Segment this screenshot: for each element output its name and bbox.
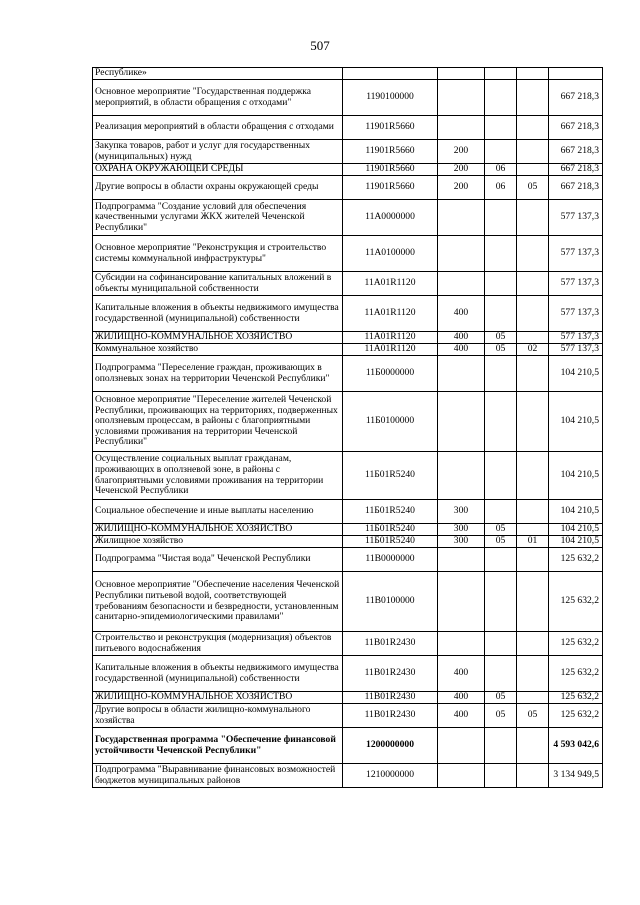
row-code-cell: 11901R5660 [343,140,438,164]
row-vr-cell: 400 [438,656,485,692]
row-name-cell: ЖИЛИЩНО-КОММУНАЛЬНОЕ ХОЗЯЙСТВО [93,692,343,704]
row-rz-cell [485,296,517,332]
row-vr-cell: 200 [438,164,485,176]
row-sum-cell: 3 134 949,5 [549,764,603,788]
row-sum-cell: 125 632,2 [549,656,603,692]
row-sum-cell: 577 137,3 [549,272,603,296]
row-rz-cell: 06 [485,164,517,176]
row-code-cell: 11Б01R5240 [343,452,438,500]
row-vr-cell [438,392,485,452]
row-code-cell: 1190100000 [343,80,438,116]
row-code-cell: 11901R5660 [343,164,438,176]
row-rz-cell [485,116,517,140]
row-code-cell: 11В0000000 [343,548,438,572]
row-name-cell: Основное мероприятие "Обеспечение населения Чеченской Республики питьевой водой, соответствующей требованиям безопасности и безвредности, установленным санитарно-эпидемиологическими правилами" [93,572,343,632]
row-sum-cell: 667 218,3 [549,176,603,200]
row-name-cell: Коммунальное хозяйство [93,344,343,356]
row-pr-cell [517,272,549,296]
row-rz-cell [485,452,517,500]
row-vr-cell [438,356,485,392]
table-row [93,572,603,632]
row-code-cell: 11В01R2430 [343,656,438,692]
row-vr-cell [438,632,485,656]
row-vr-cell [438,68,485,80]
row-sum-cell: 577 137,3 [549,332,603,344]
row-code-cell: 1200000000 [343,728,438,764]
table-row [93,272,603,296]
row-name-cell: Основное мероприятие "Реконструкция и строительство системы коммунальной инфраструктуры" [93,236,343,272]
row-name-cell: Республике» [93,68,343,80]
row-name-cell: Реализация мероприятий в области обращения с отходами [93,116,343,140]
row-vr-cell [438,452,485,500]
table-row [93,356,603,392]
row-code-cell: 11Б01R5240 [343,500,438,524]
row-pr-cell: 01 [517,536,549,548]
row-sum-cell: 577 137,3 [549,236,603,272]
row-pr-cell [517,524,549,536]
table-row [93,140,603,164]
row-sum-cell: 104 210,5 [549,536,603,548]
row-sum-cell: 104 210,5 [549,356,603,392]
row-rz-cell [485,140,517,164]
row-sum-cell: 667 218,3 [549,164,603,176]
row-vr-cell [438,116,485,140]
row-pr-cell [517,296,549,332]
row-code-cell [343,68,438,80]
row-rz-cell [485,632,517,656]
row-pr-cell [517,728,549,764]
row-vr-cell: 300 [438,500,485,524]
row-vr-cell: 300 [438,524,485,536]
row-vr-cell [438,236,485,272]
table-row [93,80,603,116]
row-vr-cell [438,548,485,572]
row-vr-cell: 300 [438,536,485,548]
row-code-cell: 1210000000 [343,764,438,788]
row-sum-cell: 577 137,3 [549,344,603,356]
row-sum-cell: 104 210,5 [549,500,603,524]
row-code-cell: 11А01R1120 [343,332,438,344]
row-name-cell: Осуществление социальных выплат гражданам, проживающих в оползневой зоне, в районы с благоприятными условиями проживания на территории Чеченской Республики [93,452,343,500]
row-code-cell: 11В01R2430 [343,692,438,704]
table-row [93,332,603,344]
row-vr-cell: 400 [438,332,485,344]
row-pr-cell [517,392,549,452]
row-vr-cell [438,200,485,236]
row-rz-cell [485,236,517,272]
row-pr-cell: 05 [517,704,549,728]
budget-table [92,67,603,788]
table-row [93,392,603,452]
row-pr-cell [517,548,549,572]
row-code-cell: 11Б01R5240 [343,524,438,536]
row-pr-cell [517,572,549,632]
table-row [93,692,603,704]
row-name-cell: Подпрограмма "Переселение граждан, проживающих в оползневых зонах на территории Чеченской Республики" [93,356,343,392]
row-rz-cell: 06 [485,176,517,200]
row-code-cell: 11А01R1120 [343,272,438,296]
row-rz-cell [485,548,517,572]
table-row [93,296,603,332]
table-row [93,164,603,176]
row-name-cell: Капитальные вложения в объекты недвижимого имущества государственной (муниципальной) собственности [93,656,343,692]
row-name-cell: ЖИЛИЩНО-КОММУНАЛЬНОЕ ХОЗЯЙСТВО [93,524,343,536]
row-pr-cell [517,140,549,164]
row-sum-cell: 125 632,2 [549,548,603,572]
table-row [93,764,603,788]
row-sum-cell [549,68,603,80]
row-sum-cell: 577 137,3 [549,296,603,332]
row-pr-cell [517,80,549,116]
row-rz-cell: 05 [485,524,517,536]
row-sum-cell: 125 632,2 [549,632,603,656]
row-code-cell: 11901R5660 [343,176,438,200]
row-name-cell: Социальное обеспечение и иные выплаты населению [93,500,343,524]
row-rz-cell [485,500,517,524]
row-rz-cell [485,272,517,296]
row-rz-cell [485,356,517,392]
row-rz-cell [485,572,517,632]
table-row [93,500,603,524]
row-name-cell: Подпрограмма "Выравнивание финансовых возможностей бюджетов муниципальных районов [93,764,343,788]
row-pr-cell [517,116,549,140]
table-row [93,200,603,236]
row-name-cell: Другие вопросы в области жилищно-коммунального хозяйства [93,704,343,728]
row-sum-cell: 4 593 042,6 [549,728,603,764]
row-vr-cell [438,272,485,296]
row-rz-cell: 05 [485,536,517,548]
row-vr-cell: 200 [438,140,485,164]
page-number: 507 [310,38,330,53]
row-rz-cell: 05 [485,692,517,704]
row-name-cell: ОХРАНА ОКРУЖАЮЩЕЙ СРЕДЫ [93,164,343,176]
table-row [93,176,603,200]
row-pr-cell: 02 [517,344,549,356]
row-code-cell: 11В01R2430 [343,704,438,728]
row-name-cell: Подпрограмма "Создание условий для обеспечения качественными услугами ЖКХ жителей Чеченской Республики" [93,200,343,236]
row-vr-cell: 400 [438,704,485,728]
row-rz-cell [485,656,517,692]
row-pr-cell [517,452,549,500]
row-code-cell: 11В01R2430 [343,632,438,656]
row-rz-cell [485,68,517,80]
table-row [93,548,603,572]
row-name-cell: Основное мероприятие "Переселение жителей Чеченской Республики, проживающих на территориях, подверженных оползневым процессам, в районы с благоприятными условиями проживания на территории Чеченской Республики" [93,392,343,452]
row-pr-cell [517,632,549,656]
row-code-cell: 11А0100000 [343,236,438,272]
row-pr-cell [517,164,549,176]
table-row [93,236,603,272]
row-pr-cell: 05 [517,176,549,200]
row-code-cell: 11Б01R5240 [343,536,438,548]
row-code-cell: 11А0000000 [343,200,438,236]
row-name-cell: Другие вопросы в области охраны окружающей среды [93,176,343,200]
table-row [93,632,603,656]
row-pr-cell [517,500,549,524]
row-sum-cell: 667 218,3 [549,140,603,164]
row-sum-cell: 104 210,5 [549,392,603,452]
row-vr-cell [438,728,485,764]
row-vr-cell: 200 [438,176,485,200]
row-sum-cell: 125 632,2 [549,572,603,632]
row-code-cell: 11Б0000000 [343,356,438,392]
row-pr-cell [517,356,549,392]
table-row [93,116,603,140]
row-pr-cell [517,764,549,788]
row-rz-cell [485,764,517,788]
row-sum-cell: 104 210,5 [549,524,603,536]
row-sum-cell: 125 632,2 [549,692,603,704]
row-vr-cell: 400 [438,344,485,356]
row-code-cell: 11901R5660 [343,116,438,140]
row-pr-cell [517,332,549,344]
row-pr-cell [517,656,549,692]
row-name-cell: Строительство и реконструкция (модернизация) объектов питьевого водоснабжения [93,632,343,656]
table-row [93,452,603,500]
row-name-cell: Капитальные вложения в объекты недвижимого имущества государственной (муниципальной) собственности [93,296,343,332]
row-code-cell: 11Б0100000 [343,392,438,452]
table-row [93,68,603,80]
row-rz-cell [485,200,517,236]
row-code-cell: 11А01R1120 [343,344,438,356]
table-row [93,656,603,692]
table-row [93,524,603,536]
row-pr-cell [517,236,549,272]
row-sum-cell: 125 632,2 [549,704,603,728]
row-name-cell: Основное мероприятие "Государственная поддержка мероприятий, в области обращения с отходами" [93,80,343,116]
row-rz-cell: 05 [485,332,517,344]
row-vr-cell [438,80,485,116]
table-row [93,704,603,728]
row-vr-cell: 400 [438,296,485,332]
row-name-cell: Закупка товаров, работ и услуг для государственных (муниципальных) нужд [93,140,343,164]
row-vr-cell [438,572,485,632]
row-rz-cell: 05 [485,704,517,728]
row-pr-cell [517,200,549,236]
row-sum-cell: 104 210,5 [549,452,603,500]
row-name-cell: Жилищное хозяйство [93,536,343,548]
row-rz-cell [485,392,517,452]
row-pr-cell [517,692,549,704]
row-name-cell: Государственная программа "Обеспечение финансовой устойчивости Чеченской Республики" [93,728,343,764]
row-name-cell: Субсидии на софинансирование капитальных вложений в объекты муниципальной собственности [93,272,343,296]
row-code-cell: 11В0100000 [343,572,438,632]
row-sum-cell: 667 218,3 [549,116,603,140]
table-row [93,728,603,764]
row-vr-cell: 400 [438,692,485,704]
row-sum-cell: 667 218,3 [549,80,603,116]
row-rz-cell [485,80,517,116]
row-name-cell: ЖИЛИЩНО-КОММУНАЛЬНОЕ ХОЗЯЙСТВО [93,332,343,344]
table-row [93,536,603,548]
row-name-cell: Подпрограмма "Чистая вода" Чеченской Республики [93,548,343,572]
row-sum-cell: 577 137,3 [549,200,603,236]
table-row [93,344,603,356]
row-vr-cell [438,764,485,788]
row-rz-cell: 05 [485,344,517,356]
row-pr-cell [517,68,549,80]
row-code-cell: 11А01R1120 [343,296,438,332]
row-rz-cell [485,728,517,764]
